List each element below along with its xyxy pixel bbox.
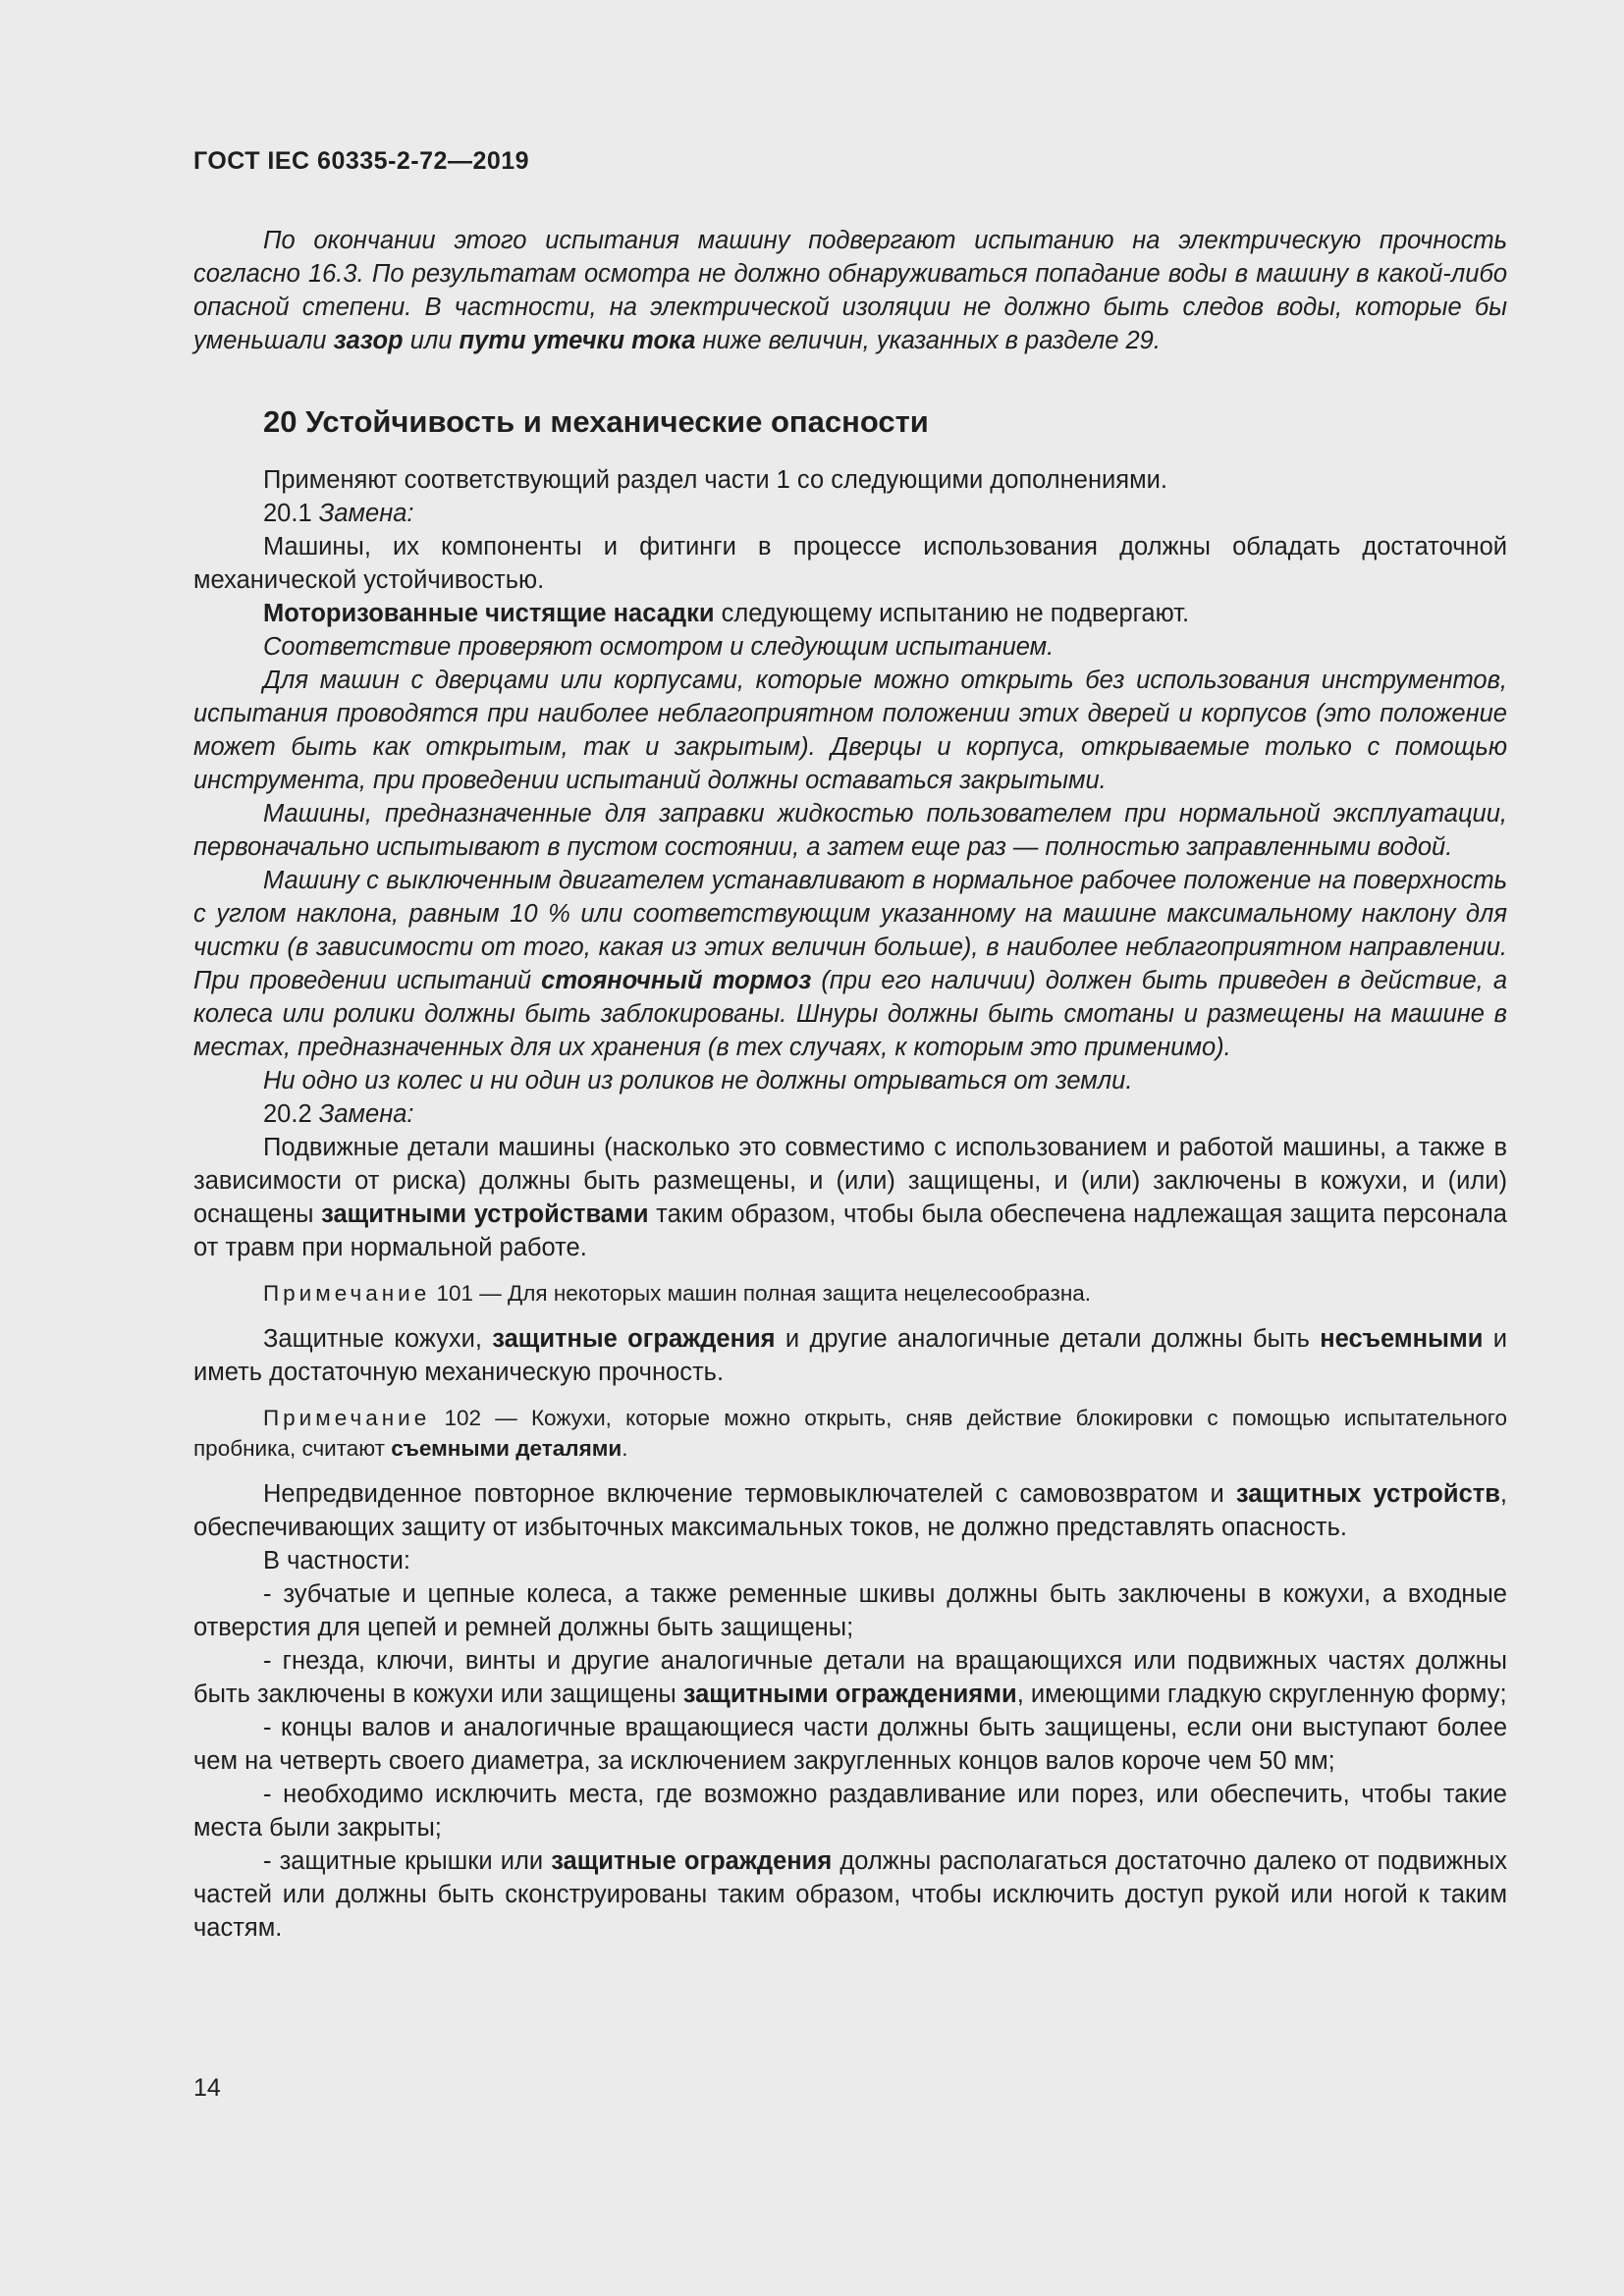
- bold-term: защитные ограждения: [492, 1325, 776, 1353]
- doors-paragraph: Для машин с дверцами или корпусами, которые можно открыть без использования инструментов, испытания проводятся при наиболее неблагоприятном положении этих дверей и корпусов (это положение может быть как открытым, так и закрытым). Дверцы и корпуса, открываемые только с помощью инструмента, при проведении испытаний должны оставаться закрытыми.: [193, 667, 1507, 794]
- text-run: должны располагаться достаточно далеко от подвижных частей или должны быть сконструированы таким образом, чтобы исключить доступ рукой или ногой к таким частям.: [193, 1847, 1508, 1942]
- clause-20-1: [193, 497, 1507, 530]
- text-run: По окончании этого испытания машину подвергают испытанию на электрическую прочность согласно 16.3. По результатам осмотра не должно обнаруживаться попадание воды в машину в какой-либо опасной степени. В частности, на электрической изоляции не должно быть следов воды, которые бы уменьшали: [193, 227, 1507, 354]
- motor-paragraph: [193, 597, 1507, 630]
- text-run: , имеющими гладкую скругленную форму;: [1016, 1681, 1507, 1708]
- text-run: - зубчатые и цепные колеса, а также ременные шкивы должны быть заключены в кожухи, а входные отверстия для цепей и ремней должны быть защищены;: [193, 1580, 1507, 1641]
- apply-paragraph: Применяют соответствующий раздел части 1 со следующими дополнениями.: [263, 466, 1167, 494]
- note-text: 101 — Для некоторых машин полная защита нецелесообразна.: [430, 1281, 1092, 1306]
- particular-paragraph: В частности:: [263, 1547, 411, 1575]
- text-run: ниже величин, указанных в разделе 29.: [695, 327, 1161, 354]
- moving-parts-paragraph: [193, 1131, 1507, 1264]
- list-item: [193, 1844, 1507, 1945]
- page-number: 14: [193, 2074, 221, 2102]
- document-header: ГОСТ IEC 60335-2-72—2019: [193, 147, 530, 175]
- text-run: и иметь достаточную механическую прочность.: [193, 1325, 1507, 1386]
- text-run: (при его наличии) должен быть приведен в действие, а колеса или ролики должны быть заблокированы. Шнуры должны быть смотаны и размещены на машине в местах, предназначенных для их хранения (в тех случаях, к которым это применимо).: [193, 967, 1507, 1061]
- requirements-list: [193, 1577, 1507, 1945]
- document-body: [193, 224, 1507, 1945]
- slope-paragraph: [193, 864, 1507, 1064]
- text-run: Подвижные детали машины (насколько это совместимо с использованием и работой машины, а также в зависимости от риска) должны быть размещены, и (или) защищены, и (или) заключены в кожухи, и (или) оснащены: [193, 1134, 1507, 1228]
- note-label: Примечание: [263, 1406, 431, 1430]
- text-run: таким образом, чтобы была обеспечена надлежащая защита персонала от травм при нормальной работе.: [193, 1201, 1507, 1261]
- bold-term: пути утечки тока: [459, 327, 696, 354]
- note-101: [193, 1278, 1507, 1308]
- text-run: - концы валов и аналогичные вращающиеся части должны быть защищены, если они выступают более чем на четверть своего диаметра, за исключением закругленных концов валов короче чем 50 мм;: [193, 1714, 1507, 1775]
- text-run: Непредвиденное повторное включение термовыключателей с самовозвратом и: [263, 1480, 1236, 1508]
- wheels-paragraph: Ни одно из колес и ни один из роликов не должны отрываться от земли.: [263, 1067, 1133, 1095]
- text-run: 102 — Кожухи, которые можно открыть, сняв действие блокировки с помощью испытательного пробника, считают: [193, 1406, 1507, 1461]
- machines-paragraph: Машины, их компоненты и фитинги в процессе использования должны обладать достаточной механической устойчивостью.: [193, 533, 1507, 594]
- bold-term: защитных устройств: [1235, 1480, 1500, 1508]
- check-paragraph: Соответствие проверяют осмотром и следующим испытанием.: [263, 633, 1055, 661]
- bold-term: защитными устройствами: [321, 1201, 649, 1228]
- bold-term: стояночный тормоз: [541, 967, 812, 994]
- liquid-paragraph: Машины, предназначенные для заправки жидкостью пользователем при нормальной эксплуатации, первоначально испытывают в пустом состоянии, а затем еще раз — полностью заправленными водой.: [193, 800, 1507, 861]
- clause-label: Замена:: [318, 1100, 414, 1128]
- bold-term: съемными деталями: [391, 1436, 623, 1461]
- note-102: [193, 1403, 1507, 1464]
- text-run: - защитные крышки или: [263, 1847, 552, 1875]
- list-item: [193, 1577, 1507, 1644]
- bold-term: защитными ограждениями: [682, 1681, 1017, 1708]
- bold-term: Моторизованные чистящие насадки: [263, 600, 715, 627]
- text-run: - необходимо исключить места, где возможно раздавливание или порез, или обеспечить, чтобы такие места были закрыты;: [193, 1781, 1507, 1842]
- guards-paragraph: [193, 1322, 1507, 1389]
- text-run: - гнезда, ключи, винты и другие аналогичные детали на вращающихся или подвижных частях должны быть заключены в кожухи или защищены: [193, 1647, 1507, 1708]
- text-run: .: [622, 1436, 628, 1461]
- bold-term: защитные ограждения: [551, 1847, 833, 1875]
- text-run: Защитные кожухи,: [263, 1325, 493, 1353]
- list-item: [193, 1711, 1507, 1778]
- intro-paragraph: [193, 224, 1507, 357]
- text-run: и другие аналогичные детали должны быть: [775, 1325, 1321, 1353]
- note-label: Примечание: [263, 1281, 431, 1306]
- list-item: [193, 1778, 1507, 1844]
- list-item: [193, 1644, 1507, 1711]
- text-run: следующему испытанию не подвергают.: [714, 600, 1190, 627]
- text-run: Машину с выключенным двигателем устанавливают в нормальное рабочее положение на поверхность с углом наклона, равным 10 % или соответствующим указанному на машине максимальному наклону для чистки (в зависимости от того, какая из этих величин больше), в наиболее неблагоприятном направлении. При проведении испытаний: [193, 867, 1507, 994]
- clause-label: Замена:: [318, 500, 414, 527]
- restart-paragraph: [193, 1477, 1507, 1544]
- bold-term: зазор: [333, 327, 404, 354]
- clause-number: 20.1: [263, 500, 319, 527]
- text-run: или: [403, 327, 460, 354]
- section-title: 20 Устойчивость и механические опасности: [263, 404, 929, 439]
- bold-term: несъемными: [1320, 1325, 1484, 1353]
- clause-20-2: [193, 1097, 1507, 1131]
- clause-number: 20.2: [263, 1100, 319, 1128]
- text-run: , обеспечивающих защиту от избыточных максимальных токов, не должно представлять опасность.: [193, 1480, 1508, 1541]
